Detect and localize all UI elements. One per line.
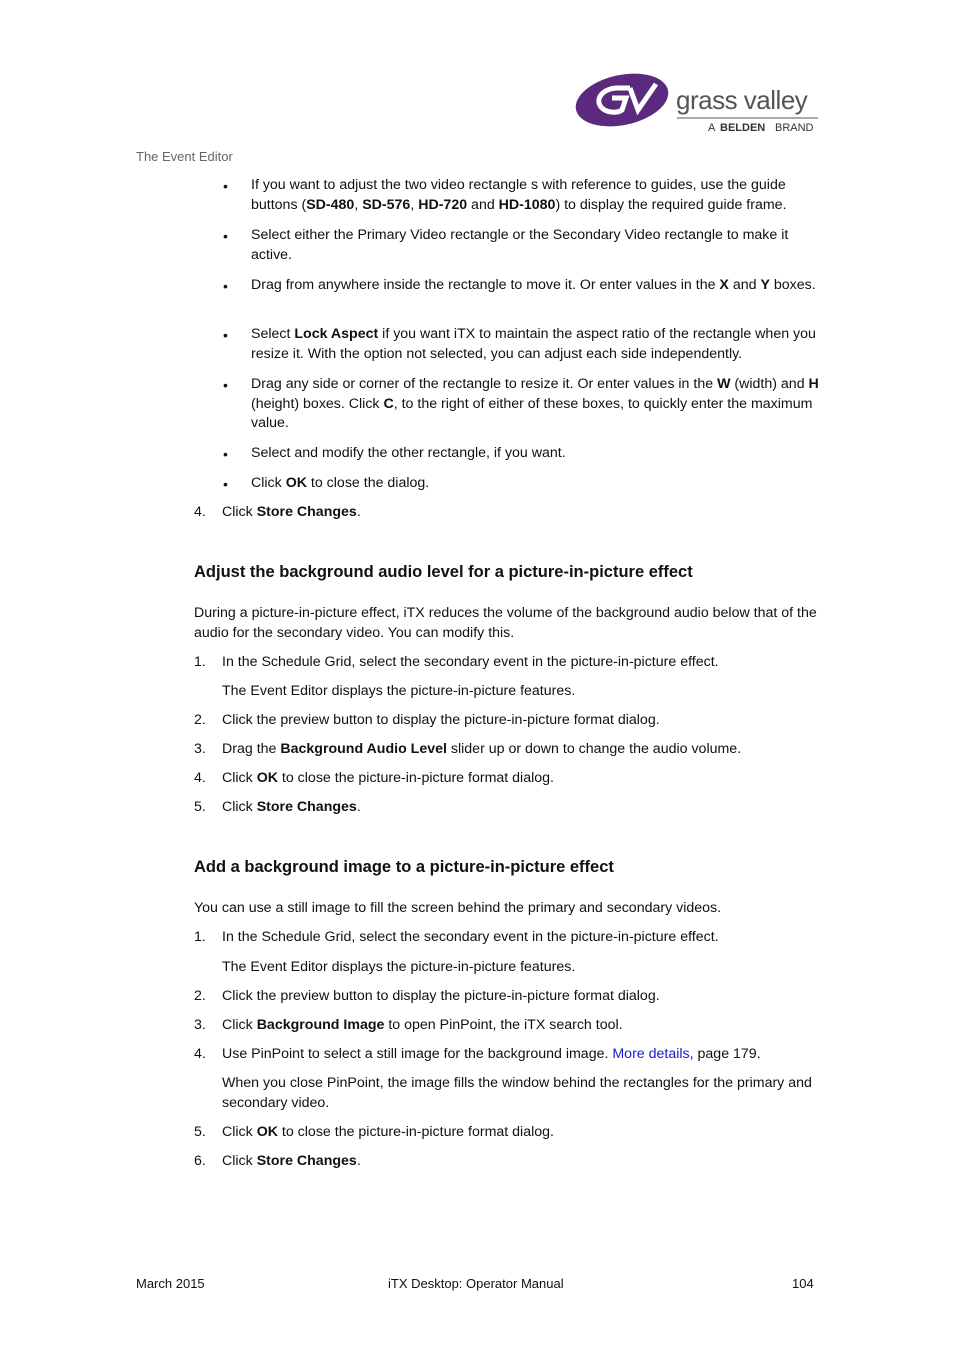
section-intro: During a picture-in-picture effect, iTX reduces the volume of the background audio below that of the audio for the secondary video. You can modify this. [194, 605, 817, 641]
logo-tagline-b: BELDEN [720, 122, 766, 134]
section-heading-image: Add a background image to a picture-in-picture effect [194, 858, 614, 876]
bullet-dot: • [223, 476, 228, 492]
grass-valley-logo [572, 70, 822, 136]
gv-logo-icon [572, 70, 822, 136]
section-intro: You can use a still image to fill the screen behind the primary and secondary videos. [194, 900, 722, 916]
bullet-dot: • [223, 178, 228, 194]
bullet-dot: • [223, 446, 228, 462]
footer-page-number: 104 [792, 1276, 814, 1291]
logo-brand-text: grass valley [676, 85, 808, 115]
bullet-dot: • [223, 278, 228, 294]
logo-tagline-c: BRAND [775, 122, 814, 134]
bullet-dot: • [223, 228, 228, 244]
running-header: The Event Editor [136, 149, 233, 164]
footer-title: iTX Desktop: Operator Manual [388, 1276, 564, 1291]
step-number: 4. [194, 504, 206, 520]
section-heading-audio: Adjust the background audio level for a picture-in-picture effect [194, 563, 693, 581]
bullet-dot: • [223, 327, 228, 343]
more-details-link[interactable]: More details [612, 1046, 690, 1062]
logo-tagline-a: A [708, 122, 716, 134]
bullet-dot: • [223, 377, 228, 393]
footer-date: March 2015 [136, 1276, 205, 1291]
